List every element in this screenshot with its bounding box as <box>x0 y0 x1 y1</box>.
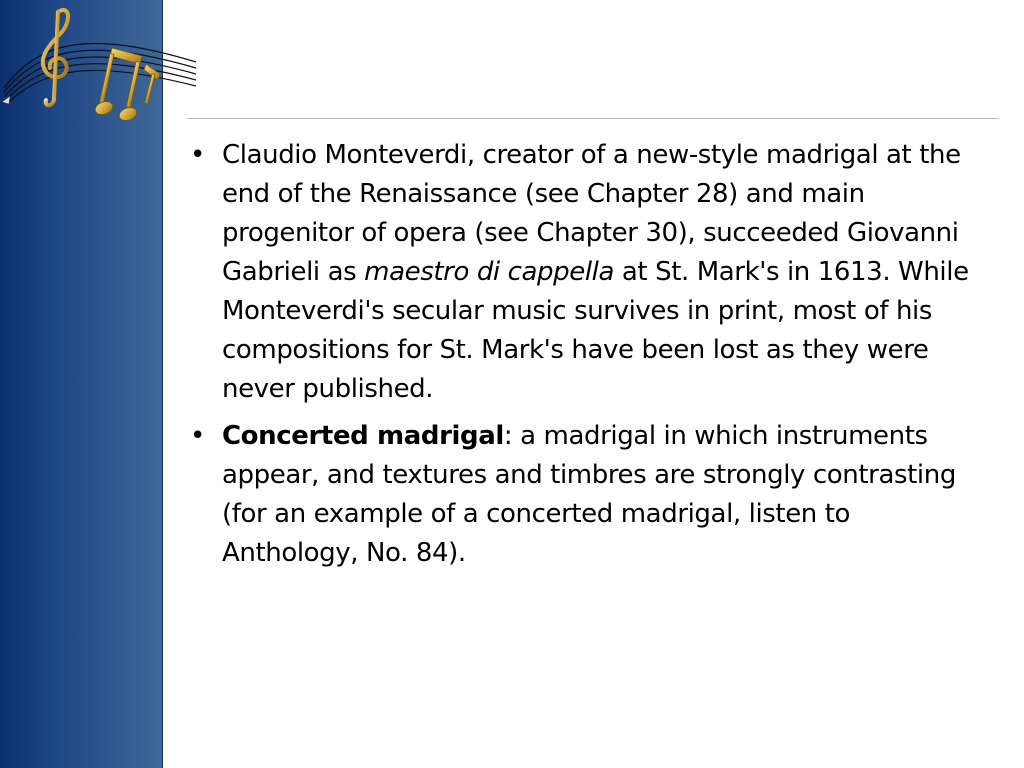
bullet-text: : a madrigal in which instruments appear, and textures and timbres are strongly contrasting (for an example of a concerted madrigal, listen to Anthology, No. 84). <box>222 421 956 568</box>
bullet-list <box>190 136 990 581</box>
bold-term: Concerted madrigal <box>222 421 504 451</box>
bullet-marker: • <box>190 421 205 451</box>
bullet-text: Claudio Monteverdi, creator of a new-style madrigal at the end of the Renaissance (see Chapter 28) and main progenitor of opera (see Chapter 30), succeeded Giovanni Gabrieli as <box>222 140 961 287</box>
bullet-marker: • <box>190 140 205 170</box>
music-staff-icon <box>0 0 200 130</box>
list-item <box>190 417 990 573</box>
list-item <box>190 136 990 409</box>
title-divider <box>187 118 999 119</box>
bullet-text-continued: at St. Mark's in 1613. While Monteverdi's secular music survives in print, most of his compositions for St. Mark's have been lost as they were never published. <box>222 257 969 404</box>
italic-term: maestro di cappella <box>364 257 615 287</box>
